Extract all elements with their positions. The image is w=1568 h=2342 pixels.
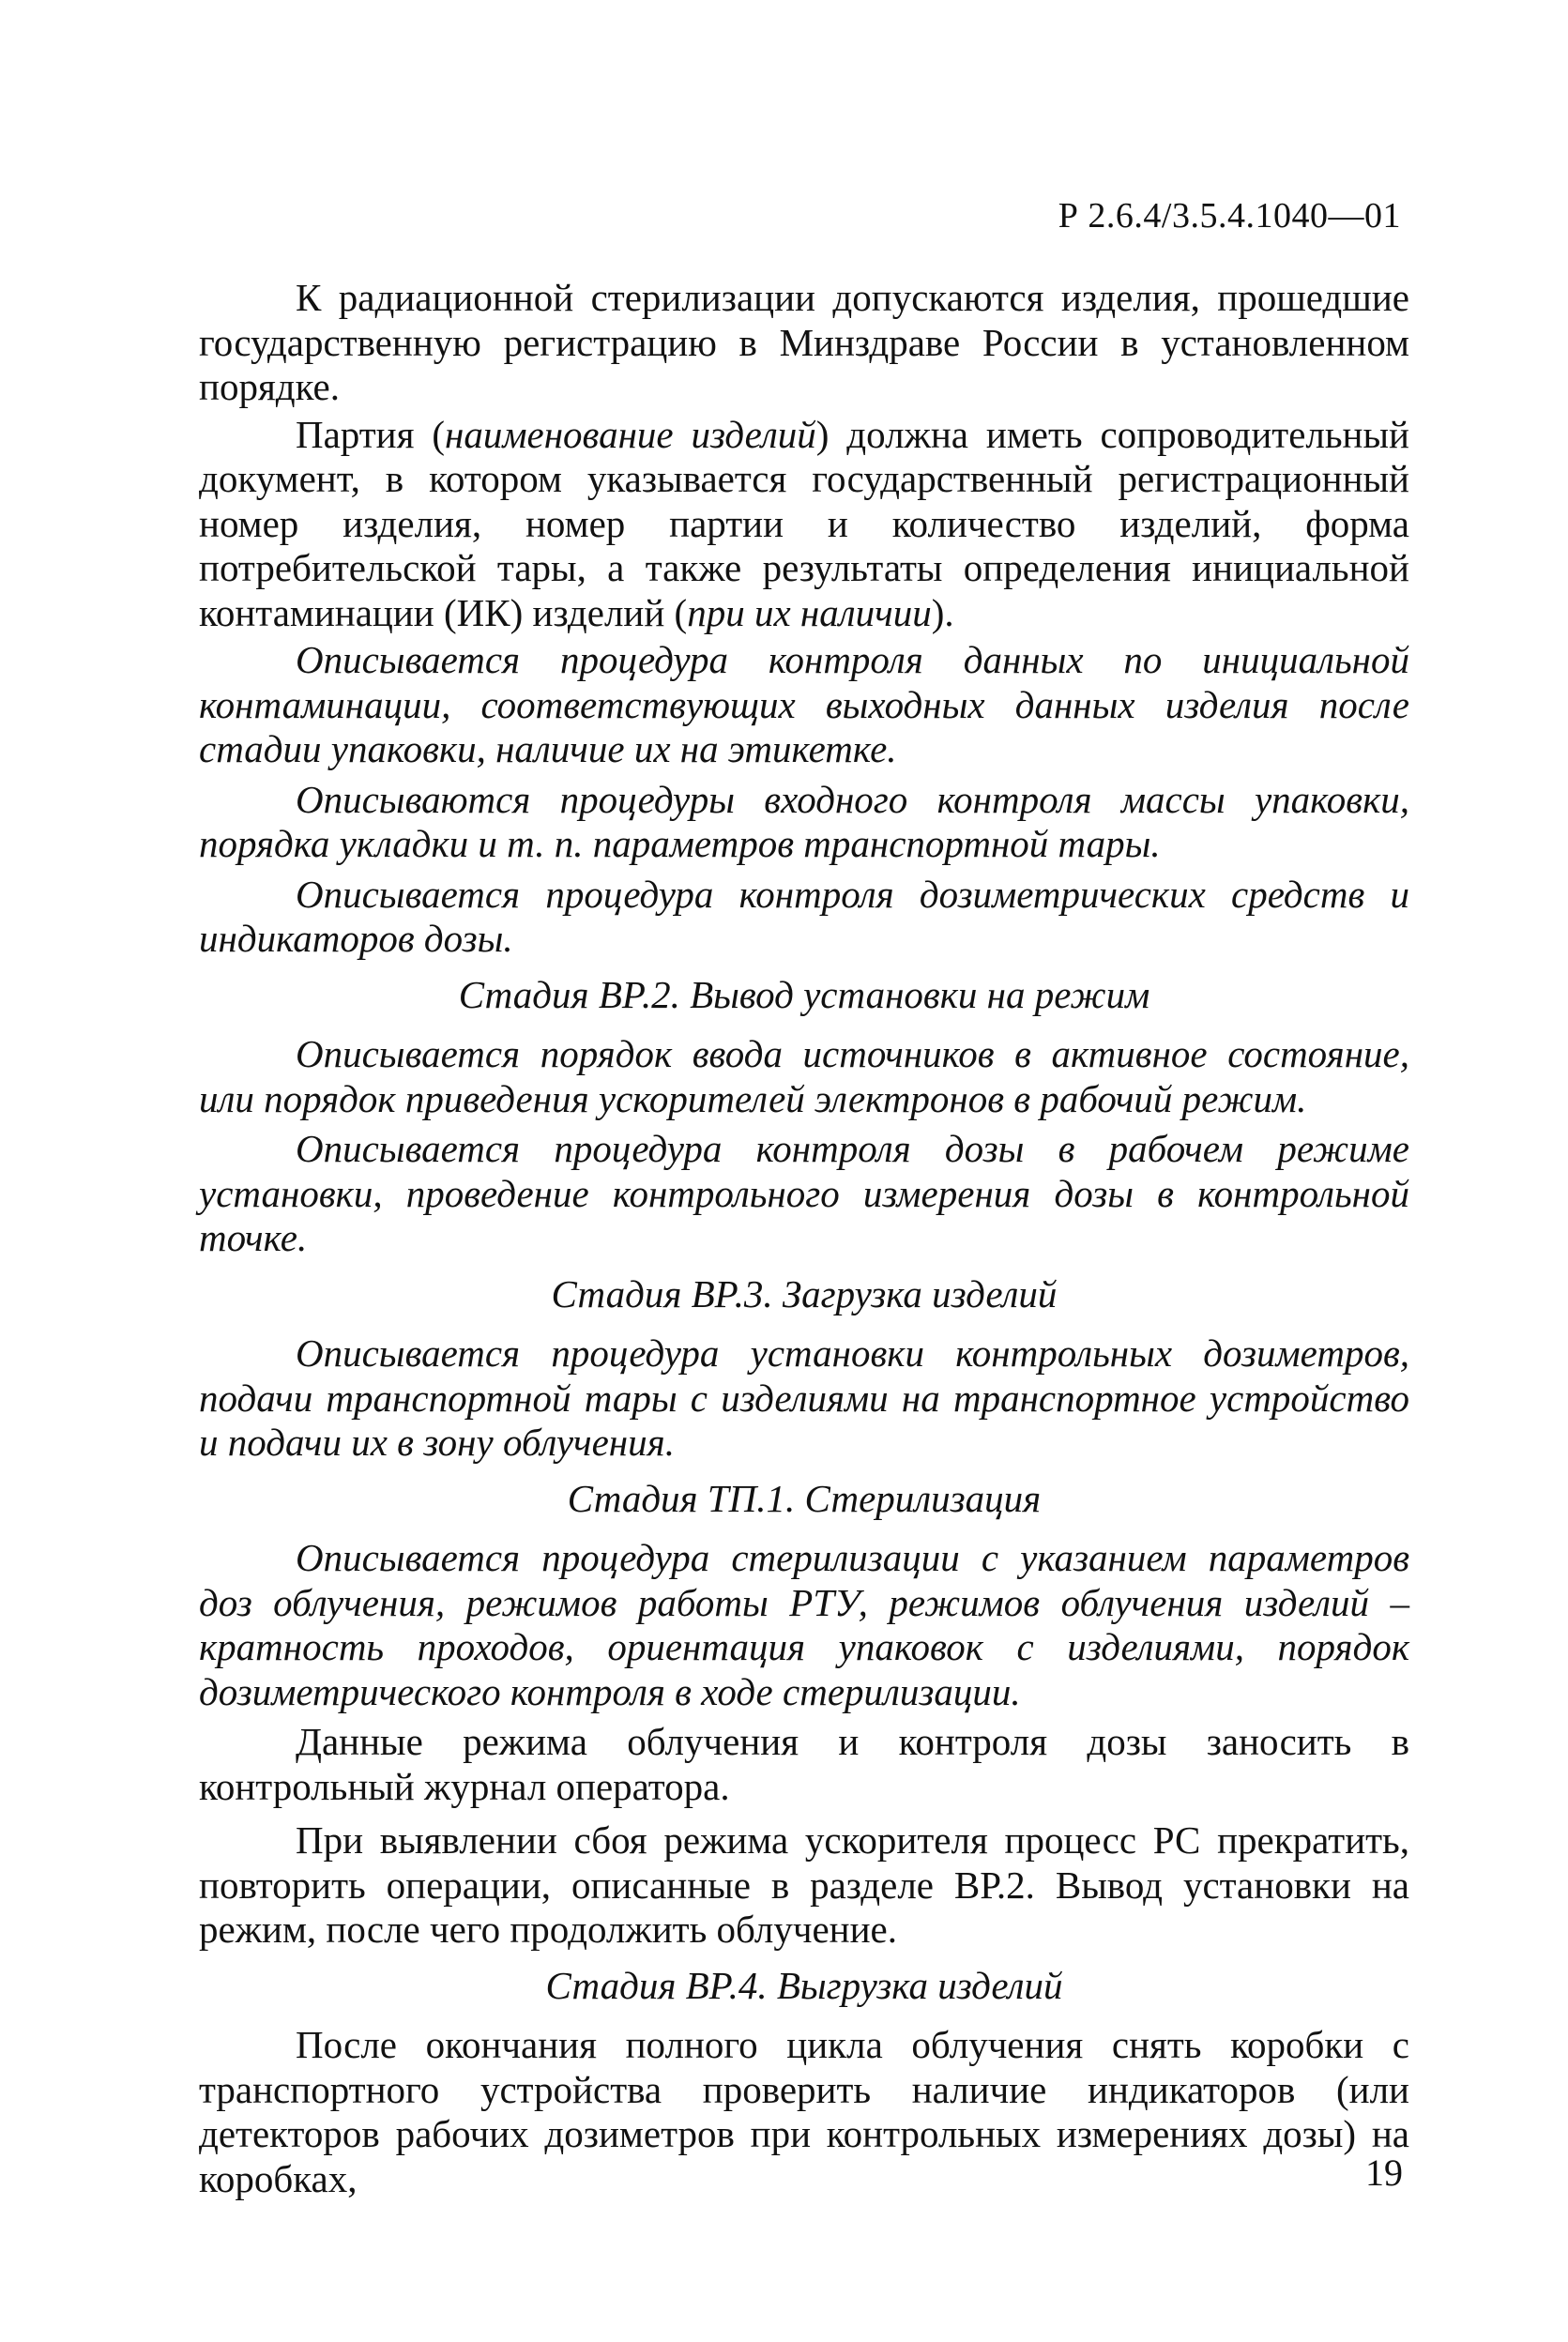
paragraph-contamination-control: Описывается процедура контроля данных по инициальной контаминации, соответствующих выходных данных изделия после стадии упаковки, наличие их на этикетке. bbox=[199, 638, 1409, 770]
paragraph-dose-control-working-mode: Описывается процедура контроля дозы в рабочем режиме установки, проведение контрольного измерения дозы в контрольной точке. bbox=[199, 1127, 1409, 1259]
paragraph-sterilization-procedure: Описывается процедура стерилизации с указанием параметров доз облучения, режимов работы РТУ, режимов облучения изделий – кратность проходов, ориентация упаковок с изделиями, порядок дозиметрического контроля в ходе стерилизации. bbox=[199, 1536, 1409, 1713]
stage-heading-br4: Стадия ВР.4. Выгрузка изделий bbox=[545, 1963, 1063, 2007]
stage-heading-tp1: Стадия ТП.1. Стерилизация bbox=[567, 1476, 1042, 1520]
document-code: Р 2.6.4/3.5.4.1040—01 bbox=[1058, 196, 1401, 236]
paragraph-batch-italic-2: при их наличии bbox=[687, 590, 932, 634]
paragraph-dosimeter-setup: Описывается процедура установки контрольных дозиметров, подачи транспортной тары с изделиями на транспортное устройство и подачи их в зону облучения. bbox=[199, 1331, 1409, 1464]
paragraph-batch-text-3: ). bbox=[931, 590, 954, 634]
paragraph-batch-text-2: ) должна иметь сопроводительный документ, в котором указывается государственный регистрационный номер изделия, номер партии и количество изделий, форма потребительской тары, а также результаты определения инициальной контаминации (ИК) изделий ( bbox=[199, 412, 1409, 634]
paragraph-batch-text-1: Партия ( bbox=[296, 412, 446, 456]
paragraph-dosimetric-control: Описывается процедура контроля дозиметрических средств и индикаторов дозы. bbox=[199, 872, 1409, 960]
paragraph-source-activation: Описывается порядок ввода источников в активное состояние, или порядок приведения ускорителей электронов в рабочий режим. bbox=[199, 1032, 1409, 1120]
paragraph-admission: К радиационной стерилизации допускаются изделия, прошедшие государственную регистрацию в Минздраве России в установленном порядке. bbox=[199, 276, 1409, 408]
paragraph-input-control: Описываются процедуры входного контроля массы упаковки, порядка укладки и т. п. параметров транспортной тары. bbox=[199, 777, 1409, 865]
page-body bbox=[199, 276, 1409, 2204]
paragraph-accelerator-failure: При выявлении сбоя режима ускорителя процесс РС прекратить, повторить операции, описанные в разделе ВР.2. Вывод установки на режим, после чего продолжить облучение. bbox=[199, 1818, 1409, 1951]
page-number: 19 bbox=[1365, 2152, 1403, 2194]
stage-heading-br3: Стадия ВР.3. Загрузка изделий bbox=[551, 1271, 1058, 1315]
paragraph-batch-document bbox=[199, 413, 1409, 636]
paragraph-unloading: После окончания полного цикла облучения снять коробки с транспортного устройства проверить наличие индикаторов (или детекторов рабочих дозиметров при контрольных измерениях дозы) на коробках, bbox=[199, 2023, 1409, 2200]
paragraph-operator-log: Данные режима облучения и контроля дозы заносить в контрольный журнал оператора. bbox=[199, 1720, 1409, 1808]
stage-heading-br2: Стадия ВР.2. Вывод установки на режим bbox=[458, 972, 1150, 1016]
paragraph-batch-italic-1: наименование изделий bbox=[445, 412, 816, 456]
